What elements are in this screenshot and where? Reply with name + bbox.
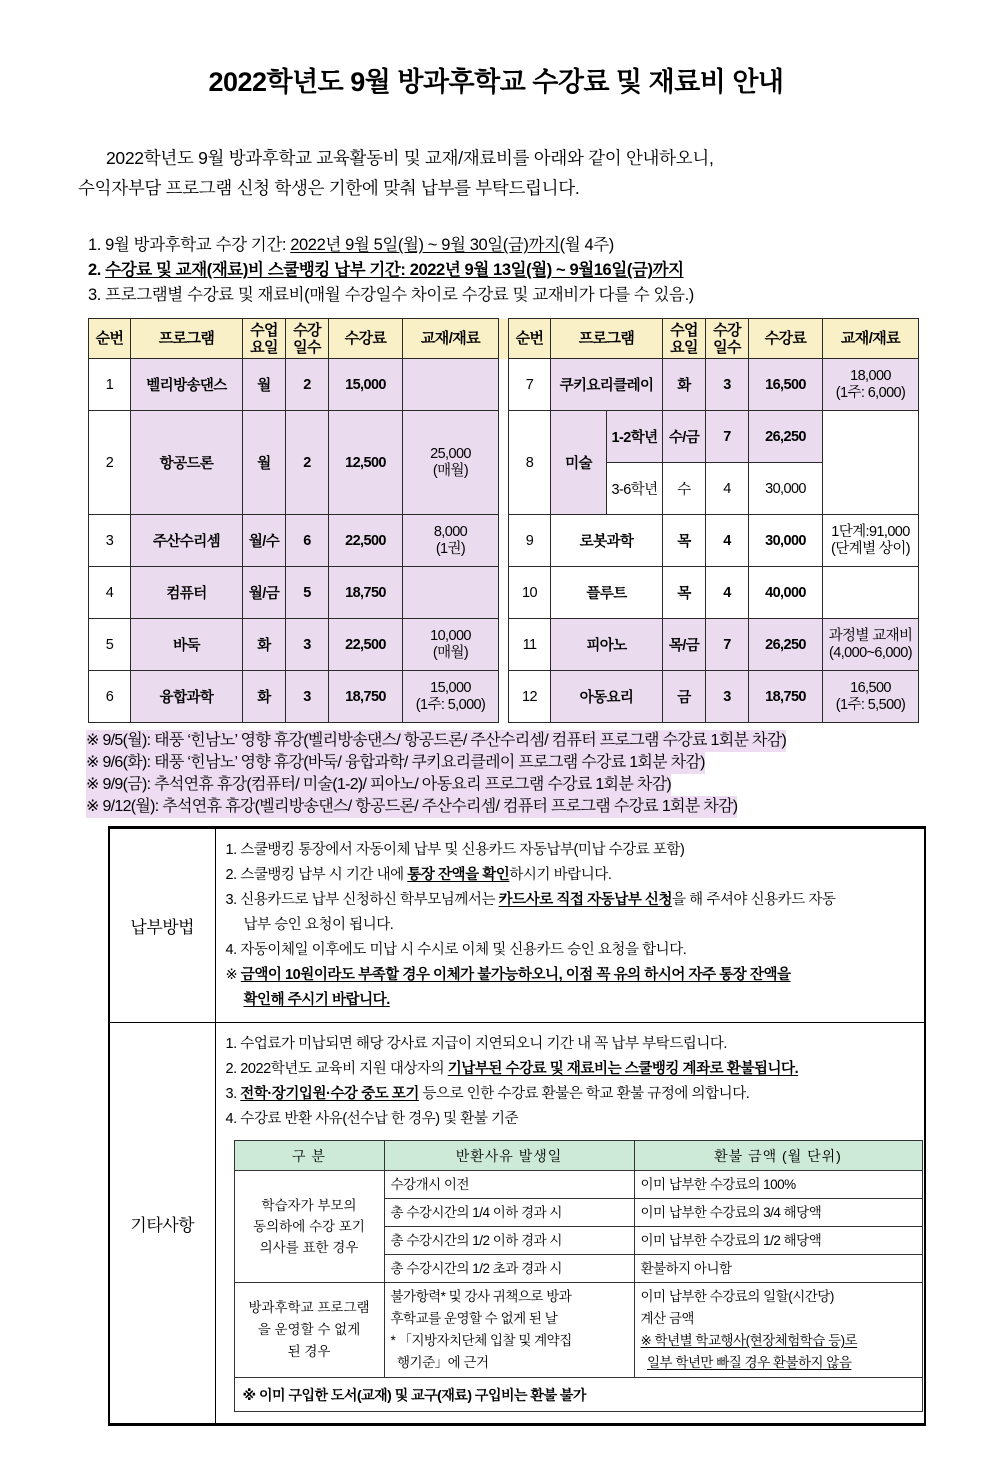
cell-day: 목	[663, 567, 706, 619]
cell-fee: 18,750	[329, 567, 403, 619]
th-fee-left: 수강료	[329, 319, 403, 359]
th-no-right: 순번	[509, 319, 551, 359]
cell-fee: 22,500	[329, 515, 403, 567]
document-page	[0, 60, 992, 1463]
payment-item-7: 확인해 주시기 바랍니다.	[243, 992, 390, 1008]
th-program-left: 프로그램	[131, 319, 243, 359]
refund-footnote: ※ 이미 구입한 도서(교재) 및 교구(재료) 구입비는 환불 불가	[234, 1378, 922, 1412]
th-day-left: 수업 요일	[243, 319, 286, 359]
cell-days: 3	[706, 359, 749, 411]
cell-subgrade: 3-6학년	[607, 463, 663, 515]
refund-amount: 이미 납부한 수강료의 1/2 해당액	[634, 1227, 922, 1255]
cell-day: 월	[243, 359, 286, 411]
table-row	[89, 359, 919, 411]
program-table-wrap	[88, 318, 913, 723]
table-gap-cell	[499, 359, 509, 723]
th-material-right: 교재/재료	[823, 319, 919, 359]
payment-method-body	[215, 829, 924, 1023]
refund-reason: 총 수강시간의 1/2 이하 경과 시	[384, 1227, 634, 1255]
numbered-list	[88, 233, 992, 308]
cell-day: 목/금	[663, 619, 706, 671]
cell-material: 8,000 (1권)	[403, 515, 499, 567]
cell-program: 주산수리셈	[131, 515, 243, 567]
cell-day: 월	[243, 411, 286, 515]
intro-line-2: 수익자부담 프로그램 신청 학생은 기한에 맞춰 납부를 부탁드립니다.	[78, 178, 580, 198]
cell-program: 플루트	[551, 567, 663, 619]
cell-no: 7	[509, 359, 551, 411]
program-table-head	[89, 319, 919, 359]
program-fee-table	[88, 318, 919, 723]
refund-group-label: 방과후학교 프로그램 을 운영할 수 없게 된 경우	[234, 1283, 384, 1378]
payment-item-1: 1. 스쿨뱅킹 통장에서 자동이체 납부 및 신용카드 자동납부(미납 수강료 포함)	[225, 842, 685, 858]
refund-criteria-table	[234, 1140, 923, 1412]
page-title: 2022학년도 9월 방과후학교 수강료 및 재료비 안내	[208, 67, 784, 97]
cell-program: 아동요리	[551, 671, 663, 723]
cell-material	[403, 567, 499, 619]
th-days-right: 수강 일수	[706, 319, 749, 359]
notice-line-2: ※ 9/6(화): 태풍 ‘힌남노’ 영향 휴강(바둑/ 융합과학/ 쿠키요리클레이 프로그램 수강료 1회분 차감)	[86, 752, 705, 774]
refund-table-wrap	[234, 1140, 922, 1412]
th-category: 구 분	[234, 1141, 384, 1171]
cell-fee: 26,250	[749, 411, 823, 463]
cell-no: 4	[89, 567, 131, 619]
payment-method-list	[226, 838, 919, 1013]
cell-material	[823, 411, 919, 515]
cell-program: 로봇과학	[551, 515, 663, 567]
payment-item-5: 4. 자동이체일 이후에도 미납 시 수시로 이체 및 신용카드 승인 요청을 합니다.	[225, 942, 687, 958]
cell-day: 수/금	[663, 411, 706, 463]
th-day-right: 수업 요일	[663, 319, 706, 359]
refund-amount: 이미 납부한 수강료의 3/4 해당액	[634, 1199, 922, 1227]
numbered-item-1: 1. 9월 방과후학교 수강 기간: 2022년 9월 5일(월) ~ 9월 30일(금)까지(월 4주)	[88, 236, 614, 254]
notice-line-3: ※ 9/9(금): 추석연휴 휴강(컴퓨터/ 미술(1-2)/ 피아노/ 아동요리 프로그램 수강료 1회분 차감)	[86, 774, 671, 796]
cell-fee: 22,500	[329, 619, 403, 671]
refund-row	[234, 1171, 922, 1199]
cell-program: 피아노	[551, 619, 663, 671]
other-matters-body	[215, 1023, 924, 1424]
payment-item-4: 납부 승인 요청이 됩니다.	[243, 917, 394, 933]
refund-footnote-row	[234, 1378, 922, 1412]
cell-day: 화	[663, 359, 706, 411]
other-matters-row	[110, 1023, 924, 1424]
cell-fee: 15,000	[329, 359, 403, 411]
cell-program: 쿠키요리클레이	[551, 359, 663, 411]
cell-days: 3	[286, 671, 329, 723]
cell-fee: 12,500	[329, 411, 403, 515]
cell-fee: 16,500	[749, 359, 823, 411]
cell-no: 5	[89, 619, 131, 671]
payment-method-label: 납부방법	[110, 829, 215, 1023]
th-no-left: 순번	[89, 319, 131, 359]
refund-amount: 이미 납부한 수강료의 100%	[634, 1171, 922, 1199]
cell-day: 목	[663, 515, 706, 567]
numbered-item-3: 3. 프로그램별 수강료 및 재료비(매월 수강일수 차이로 수강료 및 교재비가 다를 수 있음.)	[88, 286, 694, 304]
cell-no: 3	[89, 515, 131, 567]
cell-fee: 18,750	[329, 671, 403, 723]
th-days-left: 수강 일수	[286, 319, 329, 359]
cell-fee: 30,000	[749, 463, 823, 515]
numbered-item-2: 2. 수강료 및 교재(재료)비 스쿨뱅킹 납부 기간: 2022년 9월 13일(월) ~ 9월16일(금)까지	[88, 261, 684, 279]
cell-program: 바둑	[131, 619, 243, 671]
intro-line-1: 2022학년도 9월 방과후학교 교육활동비 및 교재/재료비를 아래와 같이 안내하오니,	[106, 148, 714, 168]
cell-day: 월/금	[243, 567, 286, 619]
other-item-3: 3. 전학·장기입원·수강 중도 포기 등으로 인한 수강료 환불은 학교 환불 규정에 의합니다.	[225, 1086, 750, 1102]
cell-no: 1	[89, 359, 131, 411]
cell-days: 3	[706, 671, 749, 723]
info-box	[108, 826, 926, 1426]
cell-days: 7	[706, 411, 749, 463]
cell-no: 12	[509, 671, 551, 723]
cell-program: 벨리방송댄스	[131, 359, 243, 411]
cell-material: 15,000 (1주: 5,000)	[403, 671, 499, 723]
cell-days: 4	[706, 515, 749, 567]
cell-no: 10	[509, 567, 551, 619]
table-gap	[499, 319, 509, 359]
cell-no: 11	[509, 619, 551, 671]
cell-days: 2	[286, 411, 329, 515]
cell-material: 25,000 (매월)	[403, 411, 499, 515]
cell-day: 월/수	[243, 515, 286, 567]
cell-days: 4	[706, 463, 749, 515]
cell-fee: 26,250	[749, 619, 823, 671]
cell-days: 2	[286, 359, 329, 411]
cell-material: 1단계:91,000 (단계별 상이)	[823, 515, 919, 567]
payment-item-3: 3. 신용카드로 납부 신청하신 학부모님께서는 카드사로 직접 자동납부 신청을 해 주셔야 신용카드 자동	[225, 892, 836, 908]
refund-reason: 총 수강시간의 1/2 초과 경과 시	[384, 1255, 634, 1283]
cell-no: 2	[89, 411, 131, 515]
cell-program: 항공드론	[131, 411, 243, 515]
cell-days: 7	[706, 619, 749, 671]
cell-days: 4	[706, 567, 749, 619]
cell-subgrade: 1-2학년	[607, 411, 663, 463]
th-reason-date: 반환사유 발생일	[384, 1141, 634, 1171]
payment-item-2: 2. 스쿨뱅킹 납부 시 기간 내에 통장 잔액을 확인하시기 바랍니다.	[225, 867, 612, 883]
cell-days: 3	[286, 619, 329, 671]
cell-days: 5	[286, 567, 329, 619]
cell-fee: 30,000	[749, 515, 823, 567]
th-program-right: 프로그램	[551, 319, 663, 359]
refund-reason: 총 수강시간의 1/4 이하 경과 시	[384, 1199, 634, 1227]
cell-material: 10,000 (매월)	[403, 619, 499, 671]
cell-program: 미술	[551, 411, 607, 515]
cell-no: 9	[509, 515, 551, 567]
th-refund-amount: 환불 금액 (월 단위)	[634, 1141, 922, 1171]
cell-program: 융합과학	[131, 671, 243, 723]
cell-day: 금	[663, 671, 706, 723]
holiday-notices	[86, 730, 992, 818]
payment-item-6: ※ 금액이 10원이라도 부족할 경우 이체가 불가능하오니, 이점 꼭 유의 하시어 자주 통장 잔액을	[225, 967, 791, 983]
program-table-body	[89, 359, 919, 723]
refund-table-body	[234, 1171, 922, 1412]
header-row	[89, 319, 919, 359]
refund-reason: 불가항력* 및 강사 귀책으로 방과 후학교를 운영할 수 없게 된 날 * 「지방자치단체 입찰 및 계약집 행기준」에 근거	[384, 1283, 634, 1378]
cell-program: 컴퓨터	[131, 567, 243, 619]
cell-day: 화	[243, 671, 286, 723]
refund-amount: 이미 납부한 수강료의 일할(시간당) 계산 금액 ※ 학년별 학교행사(현장체험학습 등)로 일부 학년만 빠질 경우 환불하지 않음	[634, 1283, 922, 1378]
cell-no: 8	[509, 411, 551, 515]
cell-day: 화	[243, 619, 286, 671]
info-table	[110, 828, 924, 1424]
th-material-left: 교재/재료	[403, 319, 499, 359]
refund-table-head	[234, 1141, 922, 1171]
refund-reason: 수강개시 이전	[384, 1171, 634, 1199]
refund-row	[234, 1283, 922, 1378]
cell-material: 과정별 교재비 (4,000~6,000)	[823, 619, 919, 671]
other-item-4: 4. 수강료 반환 사유(선수납 한 경우) 및 환불 기준	[225, 1111, 519, 1127]
cell-fee: 18,750	[749, 671, 823, 723]
refund-group-label: 학습자가 부모의 동의하에 수강 포기 의사를 표한 경우	[234, 1171, 384, 1283]
cell-material: 16,500 (1주: 5,500)	[823, 671, 919, 723]
th-fee-right: 수강료	[749, 319, 823, 359]
cell-no: 6	[89, 671, 131, 723]
refund-amount: 환불하지 아니함	[634, 1255, 922, 1283]
other-item-1: 1. 수업료가 미납되면 해당 강사료 지급이 지연되오니 기간 내 꼭 납부 부탁드립니다.	[225, 1036, 728, 1052]
other-matters-label: 기타사항	[110, 1023, 215, 1424]
refund-header-row	[234, 1141, 922, 1171]
other-matters-list	[226, 1032, 919, 1132]
cell-fee: 40,000	[749, 567, 823, 619]
cell-material: 18,000 (1주: 6,000)	[823, 359, 919, 411]
notice-line-1: ※ 9/5(월): 태풍 ‘힌남노’ 영향 휴강(벨리방송댄스/ 항공드론/ 주산수리셈/ 컴퓨터 프로그램 수강료 1회분 차감)	[86, 730, 786, 752]
payment-method-row	[110, 829, 924, 1023]
cell-day: 수	[663, 463, 706, 515]
intro-paragraph	[78, 143, 920, 203]
other-item-2: 2. 2022학년도 교육비 지원 대상자의 기납부된 수강료 및 재료비는 스쿨뱅킹 계좌로 환불됩니다.	[225, 1061, 799, 1077]
cell-material	[403, 359, 499, 411]
cell-material	[823, 567, 919, 619]
cell-days: 6	[286, 515, 329, 567]
notice-line-4: ※ 9/12(월): 추석연휴 휴강(벨리방송댄스/ 항공드론/ 주산수리셈/ 컴퓨터 프로그램 수강료 1회분 차감)	[86, 796, 737, 818]
